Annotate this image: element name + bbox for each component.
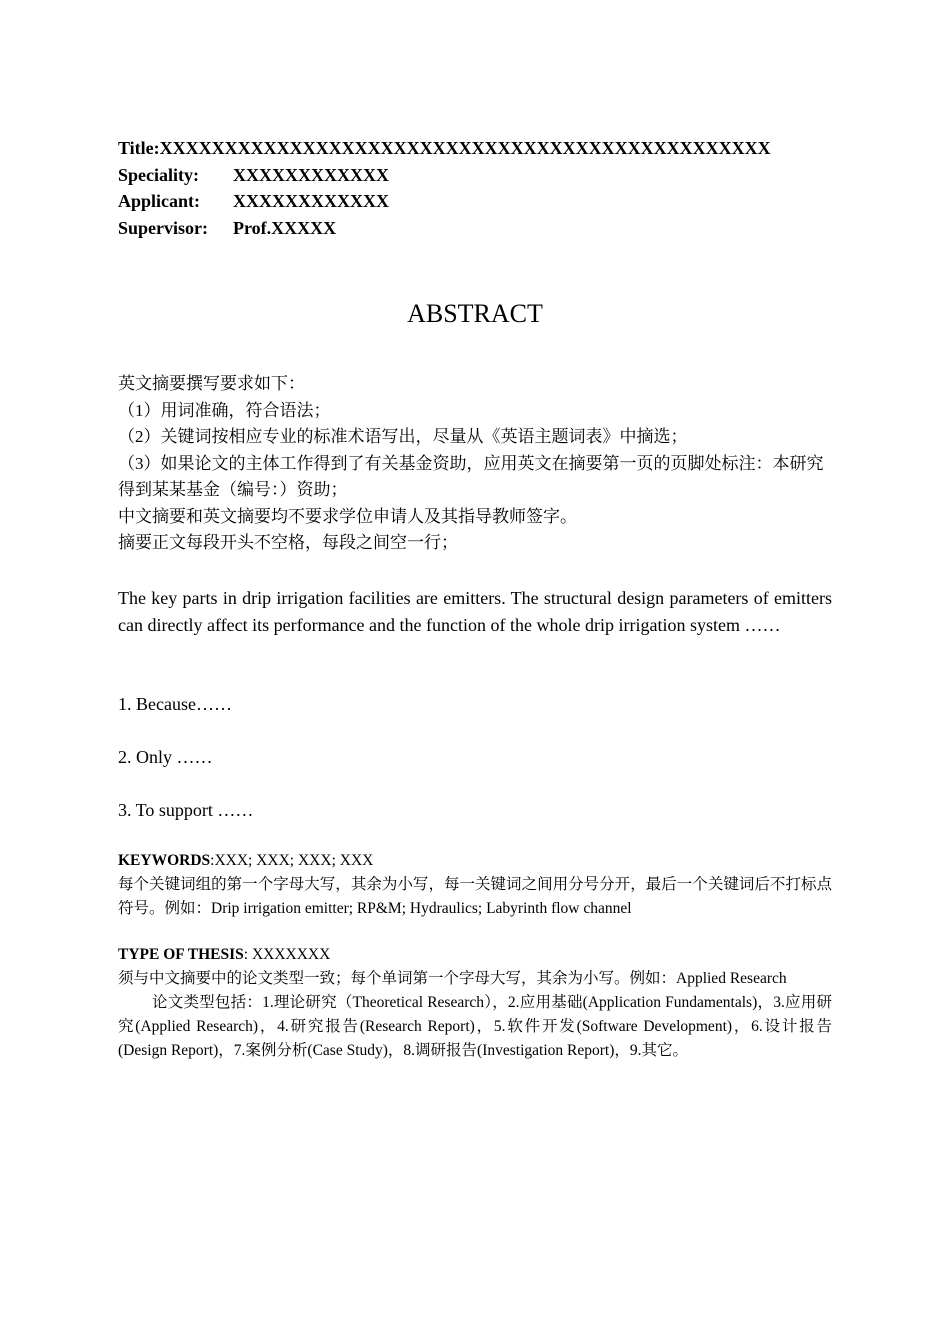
thesis-type-value: : XXXXXXX: [243, 946, 331, 963]
thesis-type-list: 论文类型包括：1.理论研究（Theoretical Research），2.应用基础(Application Fundamentals)，3.应用研究(Applied Research)，4.研究报告(Research Report)，5.软件开发(Software Development)，6.设计报告(Design Report)，7.案例分析(Case Study)，8.调研报告(Investigation Report)，9.其它。: [118, 994, 832, 1059]
thesis-type-block: [118, 943, 832, 1063]
requirement-line: （1）用词准确，符合语法；: [118, 400, 331, 420]
supervisor-label: Supervisor:: [118, 217, 208, 238]
requirement-line: （3）如果论文的主体工作得到了有关基金资助，应用英文在摘要第一页的页脚处标注：本研究得到某某基金（编号：）资助；: [118, 453, 824, 499]
abstract-point: 3. To support ……: [118, 800, 254, 820]
keywords-block: [118, 849, 832, 921]
speciality-value: XXXXXXXXXXXX: [233, 164, 389, 185]
title-row: [118, 135, 771, 162]
applicant-label: Applicant:: [118, 191, 201, 211]
abstract-heading: ABSTRACT: [407, 299, 543, 328]
abstract-point: 2. Only ……: [118, 747, 213, 767]
requirement-line: （2）关键词按相应专业的标准术语写出，尽量从《英语主题词表》中摘选；: [118, 427, 688, 446]
keywords-value: :XXX; XXX; XXX; XXX: [210, 852, 374, 869]
title-label: Title:: [118, 138, 160, 158]
keywords-note: 每个关键词组的第一个字母大写，其余为小写，每一关键词之间用分号分开，最后一个关键词后不打标点符号。例如：Drip irrigation emitter; RP&M; Hydraulics; Labyrinth flow channel: [118, 876, 832, 917]
requirement-line: 英文摘要撰写要求如下：: [118, 374, 305, 393]
applicant-value: XXXXXXXXXXXX: [233, 191, 389, 211]
abstract-point: 1. Because……: [118, 694, 232, 714]
abstract-body-paragraph: The key parts in drip irrigation facilities are emitters. The structural design parameters of emitters can directly affect its performance and the function of the whole drip irrigation system ……: [118, 588, 832, 635]
thesis-info-block: [118, 135, 771, 241]
title-value: XXXXXXXXXXXXXXXXXXXXXXXXXXXXXXXXXXXXXXXXXXXXXXX: [159, 138, 771, 158]
speciality-label: Speciality:: [118, 164, 199, 185]
keywords-label: KEYWORDS: [118, 852, 211, 869]
requirement-line: 摘要正文每段开头不空格，每段之间空一行；: [118, 533, 458, 552]
thesis-type-note: 须与中文摘要中的论文类型一致；每个单词第一个字母大写，其余为小写。例如：Applied Research: [118, 970, 787, 987]
applicant-row: [118, 188, 771, 215]
requirement-line: 中文摘要和英文摘要均不要求学位申请人及其指导教师签字。: [118, 506, 577, 526]
thesis-type-line: [118, 943, 832, 967]
abstract-requirements: [118, 371, 832, 557]
supervisor-value: Prof.XXXXX: [233, 217, 337, 238]
keywords-line: [118, 849, 832, 873]
supervisor-row: [118, 215, 771, 242]
speciality-row: [118, 162, 771, 189]
thesis-type-label: TYPE OF THESIS: [118, 946, 244, 963]
